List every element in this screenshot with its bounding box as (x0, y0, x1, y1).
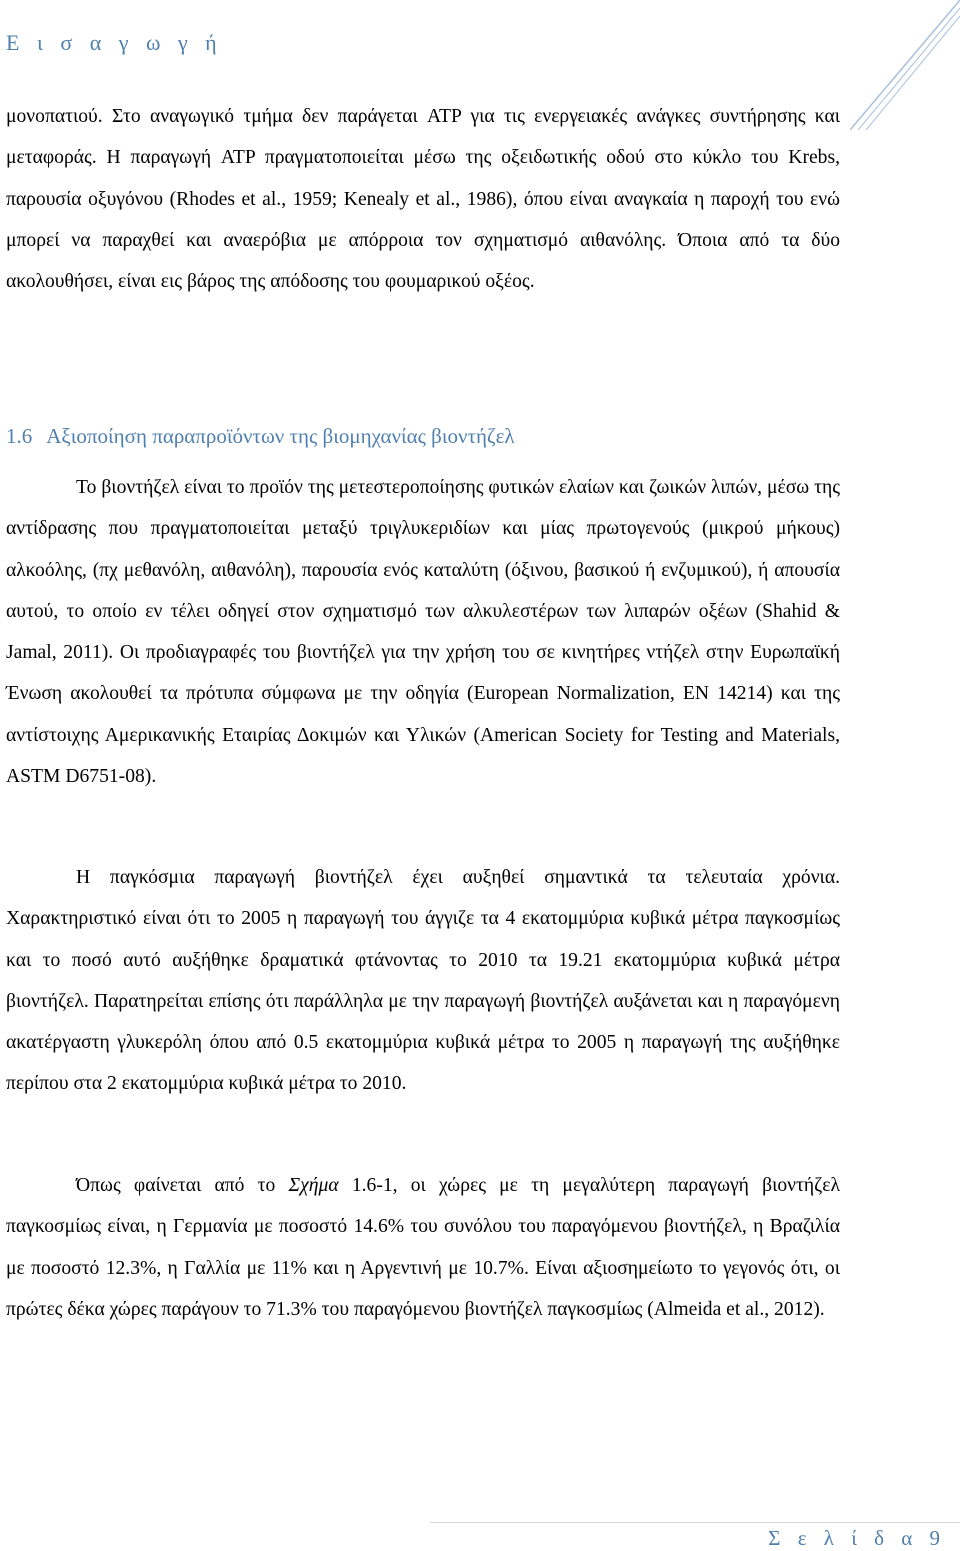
paragraph-text-end: 1.6-1, οι χώρες με τη μεγαλύτερη παραγωγή βιοντήζελ παγκοσμίως είναι, η Γερμανία με ποσοστό 14.6% του συνόλου του παραγόμενου βιοντήζελ, η Βραζιλία με ποσοστό 12.3%, η Γαλλία με 11% και η Αργεντινή με 10.7%. Είναι αξιοσημείωτο το γεγονός ότι, οι πρώτες δέκα χώρες παράγουν το 71.3% του παραγόμενου βιοντήζελ παγκοσμίως (Almeida et al., 2012). (6, 1175, 840, 1320)
section-heading (6, 424, 515, 449)
intro-paragraph: μονοπατιού. Στο αναγωγικό τμήμα δεν παράγεται ATP για τις ενεργειακές ανάγκες συντήρησης και μεταφοράς. Η παραγωγή ATP πραγματοποιείται μέσω της οξειδωτικής οδού στο κύκλο του Krebs, παρουσία οξυγόνου (Rhodes et al., 1959; Kenealy et al., 1986), όπου είναι αναγκαία η παροχή του ενώ μπορεί να παραχθεί και αναερόβια με απόρροια τον σχηματισμό αιθανόλης. Όποια από τα δύο ακολουθήσει, είναι εις βάρος της απόδοσης του φουμαρικού οξέος. (6, 106, 840, 293)
paragraph-leading-countries (6, 1165, 840, 1330)
running-header-title: Ε ι σ α γ ω γ ή (6, 30, 223, 55)
paragraph-biodiesel-definition (6, 467, 840, 797)
paragraph-text: Η παγκόσμια παραγωγή βιοντήζελ έχει αυξηθεί σημαντικά τα τελευταία χρόνια. Χαρακτηριστικό είναι ότι το 2005 η παραγωγή του άγγιζε τα 4 εκατομμύρια κυβικά μέτρα παγκοσμίως και το ποσό αυτό αυξήθηκε δραματικά φτάνοντας το 2010 τα 19.21 εκατομμύρια κυβικά μέτρα βιοντήζελ. Παρατηρείται επίσης ότι παράλληλα με την παραγωγή βιοντήζελ αυξάνεται και η παραγόμενη ακατέργαστη γλυκερόλη όπου από 0.5 εκατομμύρια κυβικά μέτρα το 2005 η παραγωγή της αυξήθηκε περίπου στα 2 εκατομμύρια κυβικά μέτρα το 2010. (6, 867, 840, 1095)
figure-reference: Σχήμα (288, 1175, 339, 1196)
page-label: Σ ε λ ί δ α (768, 1526, 919, 1550)
section-number: 1.6 (6, 424, 33, 448)
footer-divider (430, 1522, 960, 1523)
paragraph-global-production (6, 857, 840, 1105)
page-footer (768, 1526, 940, 1551)
paragraph-text: Το βιοντήζελ είναι το προϊόν της μετεστεροποίησης φυτικών ελαίων και ζωικών λιπών, μέσω της αντίδρασης που πραγματοποιείται μεταξύ τριγλυκεριδίων και μίας πρωτογενούς (μικρού μήκους) αλκοόλης, (πχ μεθανόλη, αιθανόλη), παρουσία ενός καταλύτη (όξινου, βασικού ή ενζυμικού), ή απουσία αυτού, το οποίο εν τέλει οδηγεί στον σχηματισμό των αλκυλεστέρων των λιπαρών οξέων (Shahid & Jamal, 2011). Οι προδιαγραφές του βιοντήζελ για την χρήση του σε κινητήρες ντήζελ στην Ευρωπαϊκή Ένωση ακολουθεί τα πρότυπα σύμφωνα με την οδηγία (European Normalization, EN 14214) και της αντίστοιχης Αμερικανικής Εταιρίας Δοκιμών και Υλικών (American Society for Testing and Materials, ASTM D6751-08). (6, 477, 840, 788)
page-number: 9 (929, 1526, 940, 1550)
section-title: Αξιοποίηση παραπροϊόντων της βιομηχανίας βιοντήζελ (46, 424, 515, 448)
paragraph-text-start: Όπως φαίνεται από το (76, 1175, 276, 1196)
corner-decoration (850, 0, 960, 130)
